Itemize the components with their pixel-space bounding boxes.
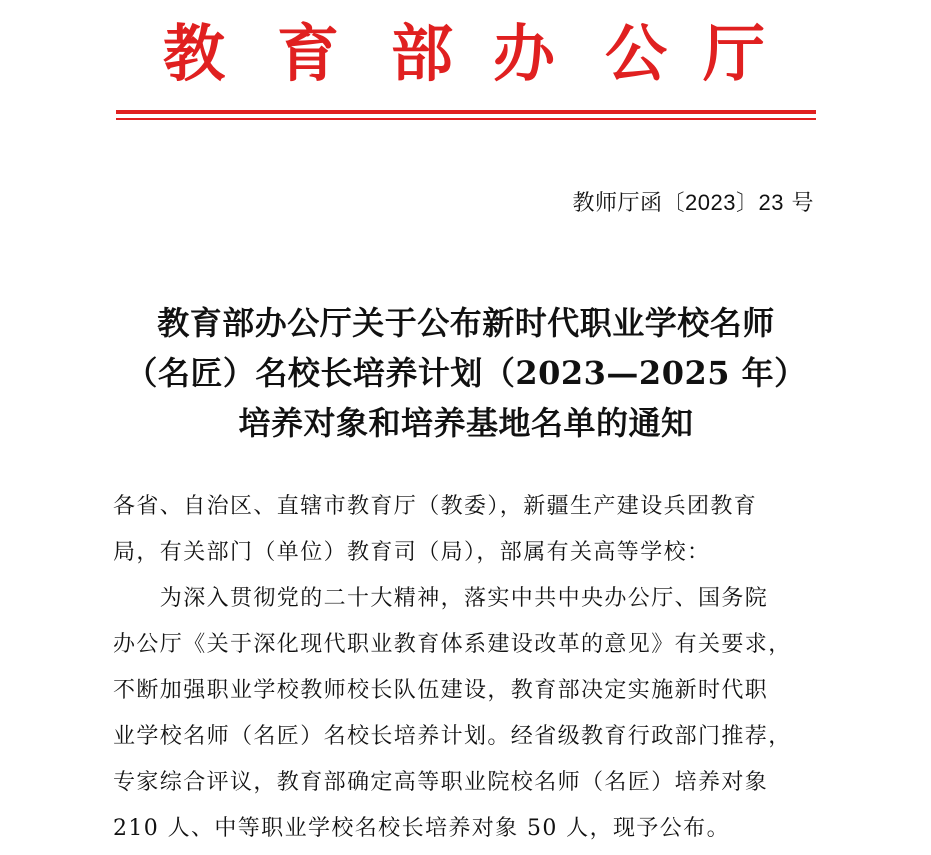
masthead-org-name xyxy=(0,14,931,94)
masthead-divider-thin xyxy=(116,118,816,120)
document-number xyxy=(573,188,814,219)
body-line-addressees: 各省、自治区、直辖市教育厅（教委），新疆生产建设兵团教育 xyxy=(113,494,758,519)
doc-number-mid: 〕 xyxy=(736,191,759,216)
body-line-paragraph: 210 人、中等职业学校名校长培养对象 50 人，现予公布。 xyxy=(113,816,730,841)
masthead-divider-thick xyxy=(116,110,816,114)
body-line-addressees: 局，有关部门（单位）教育司（局），部属有关高等学校： xyxy=(113,540,711,565)
body-line-paragraph: 不断加强职业学校教师校长队伍建设，教育部决定实施新时代职 xyxy=(113,678,769,703)
masthead-char: 公 xyxy=(605,17,668,90)
body-line-paragraph: 业学校名师（名匠）名校长培养计划。经省级教育行政部门推荐， xyxy=(113,724,792,749)
masthead-char: 部 xyxy=(391,17,454,90)
masthead-char: 教 xyxy=(163,17,226,90)
doc-number-prefix: 教师厅函〔 xyxy=(572,191,686,216)
body-line-paragraph: 办公厅《关于深化现代职业教育体系建设改革的意见》有关要求， xyxy=(113,632,792,657)
doc-number-year: 2023 xyxy=(685,190,736,215)
body-line-paragraph: 为深入贯彻党的二十大精神，落实中共中央办公厅、国务院 xyxy=(113,586,769,611)
document-body xyxy=(113,484,819,852)
masthead-char: 厅 xyxy=(703,17,766,90)
document-title xyxy=(100,298,832,448)
title-line: 培养对象和培养基地名单的通知 xyxy=(238,404,694,442)
doc-number-serial: 23 xyxy=(758,190,784,215)
body-line-paragraph: 专家综合评议，教育部确定高等职业院校名师（名匠）培养对象 xyxy=(113,770,769,795)
title-line: （名匠）名校长培养计划（2023—2025 年） xyxy=(125,354,807,392)
masthead-char: 办 xyxy=(493,17,556,90)
title-line: 教育部办公厅关于公布新时代职业学校名师 xyxy=(157,304,775,342)
doc-number-suffix: 号 xyxy=(784,191,814,216)
masthead-char: 育 xyxy=(277,17,340,90)
